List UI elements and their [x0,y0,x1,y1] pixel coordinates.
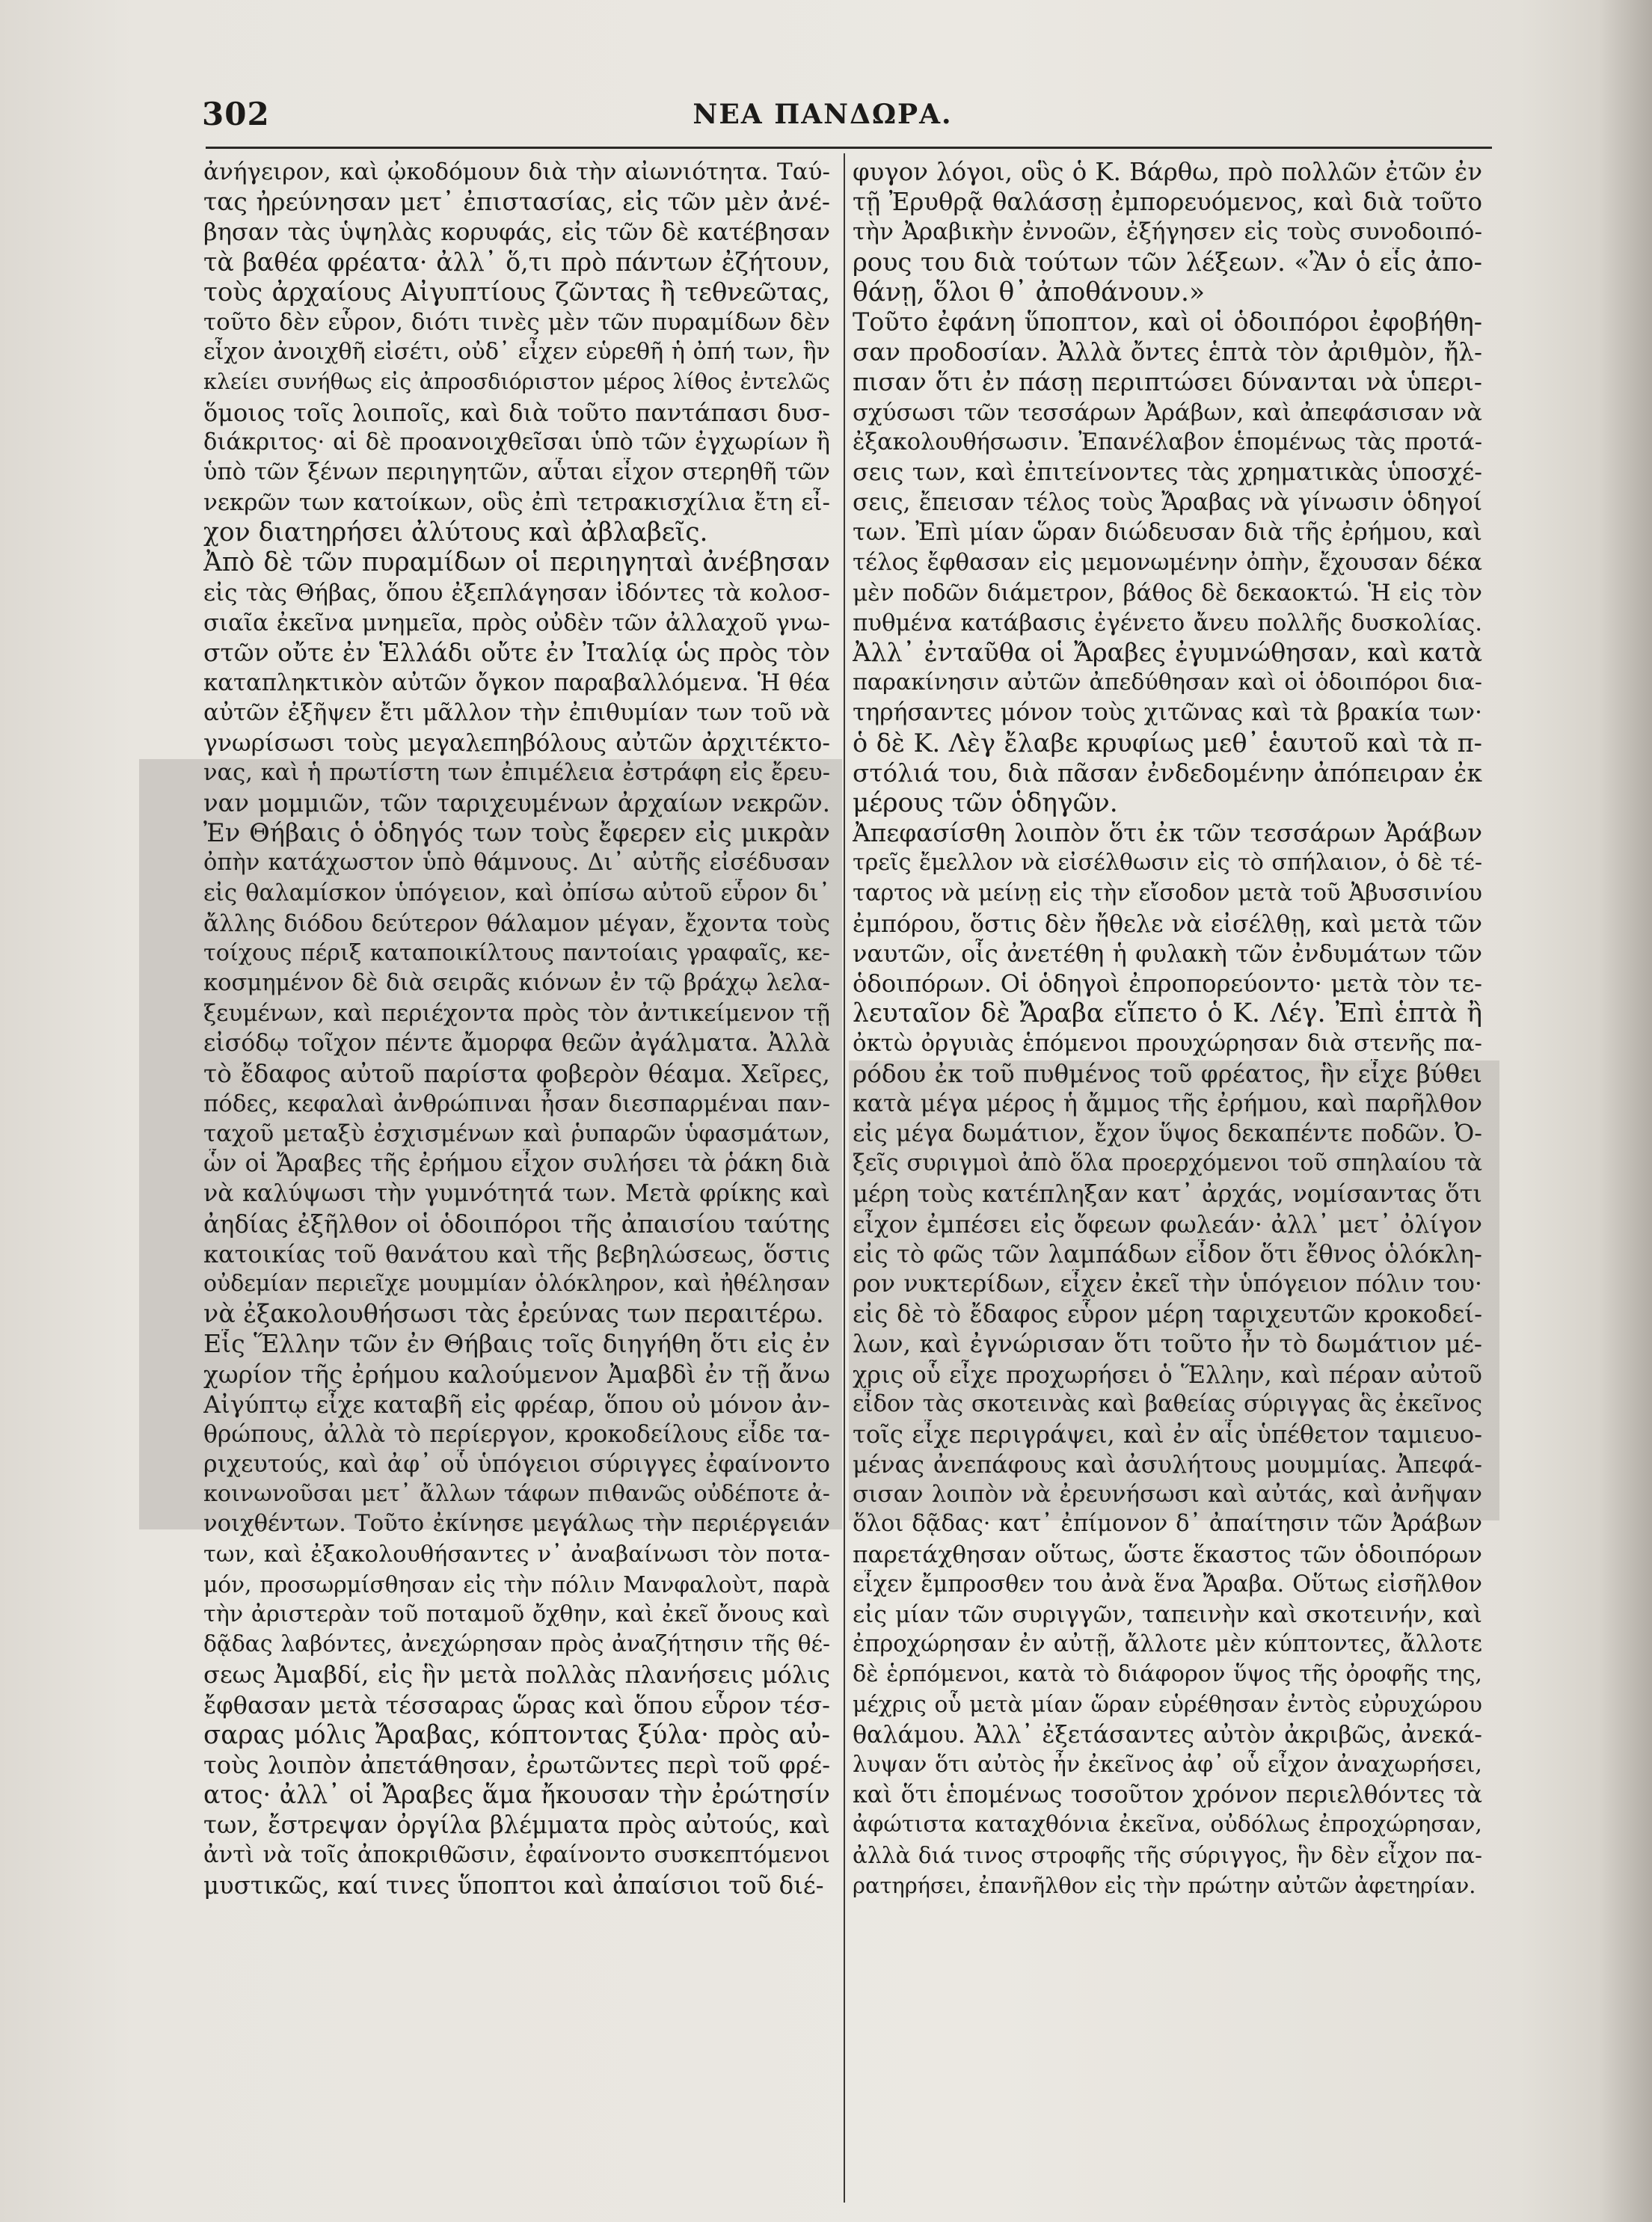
text-line: εἰσόδῳ τοῖχον πέντε ἄμορφα θεῶν ἀγάλματα. Ἀλλὰ [203,1030,830,1058]
text-line: παρακίνησιν αὐτῶν ἀπεδύθησαν καὶ οἱ ὁδοιπόροι δια- [853,669,1482,696]
text-line: ναυτῶν, οἷς ἀνετέθη ἡ φυλακὴ τῶν ἐνδυμάτων τῶν [853,939,1482,968]
text-line: δὲ ἑρπόμενοι, κατὰ τὸ διάφορον ὕψος τῆς ὀροφῆς της, [853,1661,1482,1688]
text-line: ἄλλης διόδου δεύτερον θάλαμον μέγαν, ἔχοντα τοὺς [203,909,830,937]
text-line: εἰς θαλαμίσκον ὑπόγειον, καὶ ὀπίσω αὐτοῦ εὗρον δι᾽ [203,880,830,906]
text-line: ἀνήγειρον, καὶ ᾠκοδόμουν διὰ τὴν αἰωνιότητα. Ταύ- [203,159,830,185]
text-line: τὴν ἀριστερὰν τοῦ ποταμοῦ ὄχθην, καὶ ἐκεῖ ὄνους καὶ [203,1601,830,1627]
text-line: σαρας μόλις Ἄραβας, κόπτοντας ξύλα· πρὸς αὐ- [203,1719,830,1750]
page-edge-shadow [1600,0,1652,2222]
text-line: φυγον λόγοι, οὓς ὁ Κ. Βάρθω, πρὸ πολλῶν ἐτῶν ἐν [853,158,1482,186]
text-line: ταρτος νὰ μείνῃ εἰς τὴν εἴσοδον μετὰ τοῦ Ἀβυσσινίου [853,880,1482,906]
text-line: εἰς μέγα δωμάτιον, ἔχον ὕψος δεκαπέντε ποδῶν. Ὀ- [853,1120,1482,1147]
text-line: μέρους τῶν ὁδηγῶν. [853,788,1118,818]
text-line: λυψαν ὅτι αὐτὸς ἦν ἐκεῖνος ἀφ᾽ οὗ εἶχον ἀναχωρήσει, [853,1751,1482,1778]
text-line: σεως Ἀμαβδί, εἰς ἣν μετὰ πολλὰς πλανήσεις μόλις [203,1660,830,1689]
text-line: θαλάμου. Ἀλλ᾽ ἐξετάσαντες αὐτὸν ἀκριβῶς, ἀνεκά- [853,1721,1482,1749]
text-line: τοὺς λοιπὸν ἀπετάθησαν, ἐρωτῶντες περὶ τοῦ φρέ- [203,1750,830,1779]
page-number: 302 [202,96,270,132]
text-line: κατὰ μέγα μέρος ἡ ἄμμος τῆς ἐρήμου, καὶ παρῆλθον [853,1090,1482,1117]
text-line: των, καὶ ἐξακολουθήσαντες ν᾽ ἀναβαίνωσι τὸν ποτα- [203,1541,830,1568]
text-line: τοῖς εἶχε περιγράψει, καὶ ἐν αἷς ὑπέθετον ταμιευο- [853,1420,1482,1449]
text-line: ὑπὸ τῶν ξένων περιηγητῶν, αὗται εἶχον στερηθῆ τῶν [203,458,830,485]
text-line: μέχρις οὗ μετὰ μίαν ὥραν εὑρέθησαν ἐντὸς εὐρυχώρου [853,1691,1482,1718]
text-line: μὲν ποδῶν διάμετρον, βάθος δὲ δεκαοκτώ. Ἡ εἰς τὸν [853,579,1482,607]
text-line: βησαν τὰς ὑψηλὰς κορυφάς, εἰς τῶν δὲ κατέβησαν [203,218,830,247]
text-line: νοιχθέντων. Τοῦτο ἐκίνησε μεγάλως τὴν περιέργειάν [203,1511,830,1538]
text-line: εἰς δὲ τὸ ἔδαφος εὗρον μέρη ταριχευτῶν κροκοδεί- [853,1300,1482,1329]
text-line: τοὺς ἀρχαίους Αἰγυπτίους ζῶντας ἢ τεθνεῶτας, [203,277,830,307]
text-line: θρώπους, ἀλλὰ τὸ περίεργον, κροκοδείλους εἶδε τα- [203,1420,830,1448]
text-line: μόν, προσωρμίσθησαν εἰς τὴν πόλιν Μανφαλοὺτ, παρὰ [203,1571,830,1598]
text-line: καὶ ὅτι ἑπομένως τοσοῦτον χρόνον περιελθόντες τὰ [853,1781,1482,1809]
text-line: ὁ δὲ Κ. Λὲγ ἔλαβε κρυφίως μεθ᾽ ἑαυτοῦ καὶ τὰ π- [853,728,1482,758]
text-line: λων, καὶ ἐγνώρισαν ὅτι τοῦτο ἦν τὸ δωμάτιον μέ- [853,1329,1482,1359]
text-line: νὰ καλύψωσι τὴν γυμνότητά των. Μετὰ φρίκης καὶ [203,1180,830,1208]
text-line: ταχοῦ μεταξὺ ἐσχισμένων καὶ ῥυπαρῶν ὑφασμάτων, [203,1120,830,1147]
text-line: ἀηδίας ἐξῆλθον οἱ ὁδοιπόροι τῆς ἀπαισίου ταύτης [203,1209,830,1239]
text-line: ἐπροχώρησαν ἐν αὐτῇ, ἄλλοτε μὲν κύπτοντες, ἄλλοτε [853,1631,1482,1658]
text-line: ξευμένων, καὶ περιέχοντα πρὸς τὸν ἀντικείμενον τῇ [203,1000,830,1028]
text-line: κατοικίας τοῦ θανάτου καὶ τῆς βεβηλώσεως, ὅστις [203,1239,830,1268]
text-line: σαν προδοσίαν. Ἀλλὰ ὄντες ἑπτὰ τὸν ἀριθμὸν, ἤλ- [853,338,1482,367]
text-line: ὀπὴν κατάχωστον ὑπὸ θάμνους. Δι᾽ αὐτῆς εἰσέδυσαν [203,850,830,877]
text-line: τοῦτο δὲν εὗρον, διότι τινὲς μὲν τῶν πυραμίδων δὲν [203,308,830,336]
text-line: τηρήσαντες μόνον τοὺς χιτῶνας καὶ τὰ βρακία των· [853,699,1482,727]
text-line: ἀντὶ νὰ τοῖς ἀποκριθῶσιν, ἐφαίνοντο συσκεπτόμενοι [203,1841,830,1868]
text-line: εἰς μίαν τῶν συριγγῶν, ταπεινὴν καὶ σκοτεινήν, καὶ [853,1601,1482,1628]
text-line: Ἀλλ᾽ ἐνταῦθα οἱ Ἄραβες ἐγυμνώθησαν, καὶ κατὰ [853,638,1482,667]
text-line: κοσμημένον δὲ διὰ σειρᾶς κιόνων ἐν τῷ βράχῳ λελα- [203,970,830,997]
text-line: ὀκτὼ ὀργυιὰς ἑπόμενοι προυχώρησαν διὰ στενῆς πα- [853,1030,1482,1058]
text-line: Ἐν Θήβαις ὁ ὁδηγός των τοὺς ἔφερεν εἰς μικρὰν [203,818,830,848]
text-line: κοινωνοῦσαι μετ᾽ ἄλλων τάφων πιθανῶς οὐδέποτε ἀ- [203,1481,830,1508]
text-line: τὸ ἔδαφος αὐτοῦ παρίστα φοβερὸν θέαμα. Χεῖρες, [203,1058,830,1088]
text-line: τέλος ἔφθασαν εἰς μεμονωμένην ὀπὴν, ἔχουσαν δέκα [853,549,1482,577]
text-line: σεις των, καὶ ἐπιτείνοντες τὰς χρηματικὰς ὑποσχέ- [853,458,1482,486]
text-line: νας, καὶ ἡ πρωτίστη των ἐπιμέλεια ἐστράφη εἰς ἔρευ- [203,759,830,786]
text-line: ρατηρήσει, ἐπανῆλθον εἰς τὴν πρώτην αὐτῶν ἀφετηρίαν. [853,1872,1476,1898]
text-line: νὰ ἐξακολουθήσωσι τὰς ἐρεύνας των περαιτέρω. [203,1299,824,1329]
text-line: ναν μομμιῶν, τῶν ταριχευμένων ἀρχαίων νεκρῶν. [203,788,830,817]
text-line: στόλιά του, διὰ πᾶσαν ἐνδεδομένην ἀπόπειραν ἐκ [853,758,1482,788]
text-line: ὅμοιος τοῖς λοιποῖς, καὶ διὰ τοῦτο παντάπασι δυσ- [203,398,830,427]
text-line: οὐδεμίαν περιεῖχε μουμμίαν ὁλόκληρον, καὶ ἠθέλησαν [203,1270,830,1297]
text-line: γνωρίσωσι τοὺς μεγαλεπηβόλους αὐτῶν ἀρχιτέκτο- [203,729,830,757]
text-line: κλείει συνήθως εἰς ἀπροσδιόριστον μέρος λίθος ἐντελῶς [203,369,830,395]
text-line: καταπληκτικὸν αὐτῶν ὄγκον παραβαλλόμενα. Ἡ θέα [203,669,830,697]
text-line: ρόδου ἐκ τοῦ πυθμένος τοῦ φρέατος, ἣν εἶχε βύθει [853,1059,1482,1088]
text-line: τὰ βαθέα φρέατα· ἀλλ᾽ ὅ,τι πρὸ πάντων ἐζήτουν, [203,247,830,277]
text-line: Εἷς Ἕλλην τῶν ἐν Θήβαις τοῖς διηγήθη ὅτι εἰς ἐν [203,1329,830,1359]
text-line: ἐξακολουθήσωσιν. Ἐπανέλαβον ἑπομένως τὰς προτά- [853,429,1482,455]
text-line: Τοῦτο ἐφάνη ὕποπτον, καὶ οἱ ὁδοιπόροι ἐφοβήθη- [853,307,1482,337]
text-line: πόδες, κεφαλαὶ ἀνθρώπιναι ἦσαν διεσπαρμέναι παν- [203,1090,830,1117]
text-line: εἶδον τὰς σκοτεινὰς καὶ βαθείας σύριγγας ἃς ἐκεῖνος [853,1390,1482,1417]
text-line: Ἀπεφασίσθη λοιπὸν ὅτι ἐκ τῶν τεσσάρων Ἀράβων [853,819,1482,848]
column-divider [844,153,845,2203]
text-line: τῇ Ἐρυθρᾷ θαλάσσῃ ἐμπορευόμενος, καὶ διὰ τοῦτο [853,188,1482,217]
text-line: σισαν λοιπὸν νὰ ἐρευνήσωσι καὶ αὐτάς, καὶ ἀνῆψαν [853,1481,1482,1509]
text-line: των, ἔστρεψαν ὀργίλα βλέμματα πρὸς αὐτούς, καὶ [203,1811,830,1840]
text-line: στῶν οὔτε ἐν Ἑλλάδι οὔτε ἐν Ἰταλίᾳ ὡς πρὸς τὸν [203,638,830,667]
text-line: θάνῃ, ὅλοι θ᾽ ἀποθάνουν.» [853,277,1206,307]
text-line: πισαν ὅτι ἐν πάσῃ περιπτώσει δύνανται νὰ ὑπερι- [853,368,1482,397]
text-line: ἀλλὰ διά τινος στροφῆς τῆς σύριγγος, ἣν δὲν εἶχον πα- [853,1842,1482,1868]
text-line: τοίχους πέριξ καταποικίλτους παντοίαις γραφαῖς, κε- [203,939,830,966]
text-line: εἶχον ἀνοιχθῆ εἰσέτι, οὐδ᾽ εἶχεν εὑρεθῆ ἡ ὀπή των, ἣν [203,339,830,366]
text-line: ὅλοι δᾷδας· κατ᾽ ἐπίμονον δ᾽ ἀπαίτησιν τῶν Ἀράβων [853,1511,1482,1538]
text-line: εἰς τὸ φῶς τῶν λαμπάδων εἶδον ὅτι ἔθνος ὁλόκλη- [853,1239,1482,1268]
text-line: ρον νυκτερίδων, εἶχεν ἐκεῖ τὴν ὑπόγειον πόλιν του· [853,1270,1482,1298]
text-line: εἰς τὰς Θήβας, ὅπου ἐξεπλάγησαν ἰδόντες τὰ κολοσ- [203,579,830,607]
text-line: διάκριτος· αἱ δὲ προανοιχθεῖσαι ὑπὸ τῶν ἐγχωρίων ἢ [203,429,830,455]
text-line: ὧν οἱ Ἄραβες τῆς ἐρήμου εἶχον συλήσει τὰ ῥάκη διὰ [203,1150,830,1178]
running-head: ΝΕΑ ΠΑΝΔΩΡΑ. [693,99,953,130]
text-line: ριχευτούς, καὶ ἀφ᾽ οὗ ὑπόγειοι σύριγγες ἐφαίνοντο [203,1451,830,1479]
text-line: των. Ἐπὶ μίαν ὥραν διώδευσαν διὰ τῆς ἐρήμου, καὶ [853,519,1482,547]
text-line: παρετάχθησαν οὕτως, ὥστε ἕκαστος τῶν ὁδοιπόρων [853,1541,1482,1568]
text-line: ρους του διὰ τούτων τῶν λέξεων. «Ἂν ὁ εἷς ἀπο- [853,247,1482,277]
text-line: ἔφθασαν μετὰ τέσσαρας ὥρας καὶ ὅπου εὗρον τέσ- [203,1690,830,1719]
text-line: χον διατηρήσει ἀλύτους καὶ ἀβλαβεῖς. [203,518,708,548]
text-line: ἀφώτιστα καταχθόνια ἐκεῖνα, οὐδόλως ἐπροχώρησαν, [853,1811,1482,1838]
text-line: σιαῖα ἐκεῖνα μνημεῖα, πρὸς οὐδὲν τῶν ἀλλαχοῦ γνω- [203,609,830,636]
text-line: ατος· ἀλλ᾽ οἱ Ἄραβες ἅμα ἤκουσαν τὴν ἐρώτησίν [203,1780,830,1810]
text-line: αὐτῶν ἐξῆψεν ἔτι μᾶλλον τὴν ἐπιθυμίαν των τοῦ νὰ [203,699,830,727]
text-line: ὁδοιπόρων. Οἱ ὁδηγοὶ ἐπροπορεύοντο· μετὰ τὸν τε- [853,969,1482,998]
text-line: μυστικῶς, καί τινες ὕποπτοι καὶ ἀπαίσιοι τοῦ διέ- [203,1870,824,1900]
text-line: μένας ἀνεπάφους καὶ ἀσυλήτους μουμμίας. Ἀπεφά- [853,1450,1482,1479]
text-line: ξεῖς συριγμοὶ ἀπὸ ὅλα προερχόμενοι τοῦ σπηλαίου τὰ [853,1150,1482,1177]
text-line: τὴν Ἀραβικὴν ἐννοῶν, ἐξήγησεν εἰς τοὺς συνοδοιπό- [853,218,1482,246]
text-line: ἐμπόρου, ὅστις δὲν ἤθελε νὰ εἰσέλθῃ, καὶ μετὰ τῶν [853,909,1482,938]
page-header [202,96,1436,141]
text-line: δᾷδας λαβόντες, ἀνεχώρησαν πρὸς ἀναζήτησιν τῆς θέ- [203,1631,830,1658]
text-line: τρεῖς ἔμελλον νὰ εἰσέλθωσιν εἰς τὸ σπήλαιον, ὁ δὲ τέ- [853,850,1482,877]
text-line: εἶχεν ἔμπροσθεν του ἀνὰ ἕνα Ἄραβα. Οὕτως εἰσῆλθον [853,1571,1482,1598]
text-line: χρις οὗ εἶχε προχωρήσει ὁ Ἕλλην, καὶ πέραν αὐτοῦ [853,1360,1482,1389]
text-line: μέρη τοὺς κατέπληξαν κατ᾽ ἀρχάς, νομίσαντας ὅτι [853,1179,1482,1209]
text-line: πυθμένα κατάβασις ἐγένετο ἄνευ πολλῆς δυσκολίας. [853,609,1482,636]
text-line: Αἰγύπτῳ εἶχε καταβῆ εἰς φρέαρ, ὅπου οὐ μόνον ἀν- [203,1390,830,1419]
text-line: λευταῖον δὲ Ἄραβα εἵπετο ὁ Κ. Λέγ. Ἐπὶ ἑπτὰ ἢ [853,998,1482,1029]
header-rule [206,147,1492,149]
text-line: Ἀπὸ δὲ τῶν πυραμίδων οἱ περιηγηταὶ ἀνέβησαν [203,547,830,578]
text-line: τας ἠρεύνησαν μετ᾽ ἐπιστασίας, εἰς τῶν μὲν ἀνέ- [203,187,830,217]
text-line: σχύσωσι τῶν τεσσάρων Ἀράβων, καὶ ἀπεφάσισαν νὰ [853,399,1482,426]
text-line: χωρίον τῆς ἐρήμου καλούμενον Ἀμαβδὶ ἐν τῇ ἄνω [203,1360,830,1389]
text-line: σεις, ἔπεισαν τέλος τοὺς Ἄραβας νὰ γίνωσιν ὁδηγοί [853,489,1482,517]
left-column [203,157,830,1900]
text-line: εἶχον ἐμπέσει εἰς ὄφεων φωλεάν· ἀλλ᾽ μετ᾽ ὀλίγον [853,1209,1482,1239]
text-line: νεκρῶν των κατοίκων, οὓς ἐπὶ τετρακισχίλια ἔτη εἶ- [203,489,830,517]
right-column [853,157,1482,1900]
